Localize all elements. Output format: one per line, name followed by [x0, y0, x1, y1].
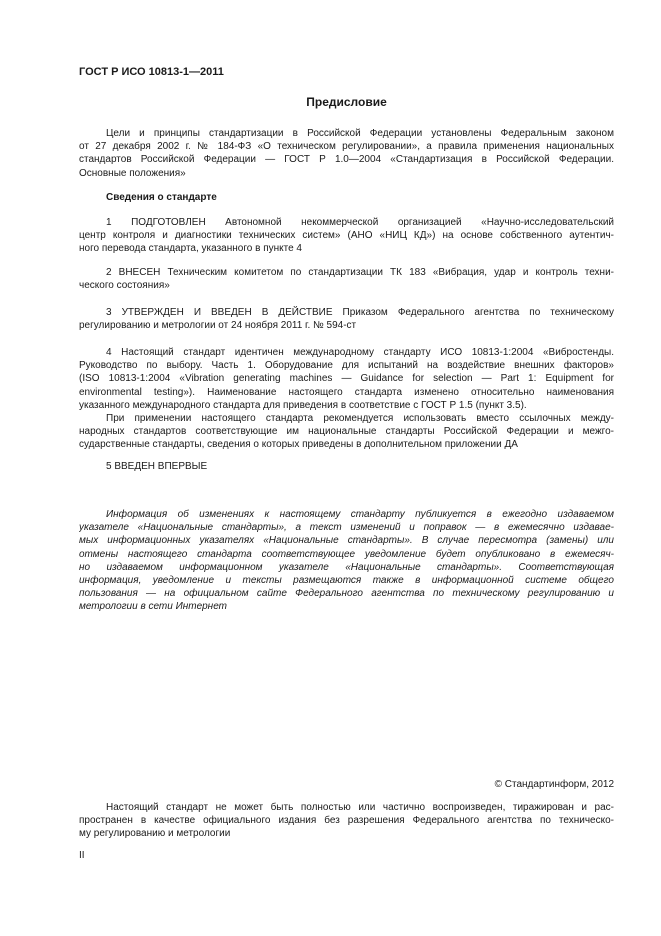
text-line: указанного международного стандарта для приведения в соответствие с ГОСТ Р 1.5 (пункт 3.5). [79, 399, 527, 411]
text-line: Руководство по выбору. Часть 1. Оборудование для испытаний на воздействие внешних факторов» [79, 360, 614, 372]
text-line: регулированию и метрологии от 24 ноября 2011 г. № 594-ст [79, 320, 357, 332]
document-page [79, 0, 614, 936]
intro-paragraph [79, 127, 614, 180]
text-line: 1 ПОДГОТОВЛЕН Автономной некоммерческой организацией «Научно-исследовательский [106, 217, 614, 228]
document-header: ГОСТ Р ИСО 10813-1—2011 [79, 66, 224, 78]
section-heading [79, 191, 614, 204]
text-line: указателе «Национальные стандарты», а текст изменений и поправок — в ежемесячно издавае- [79, 522, 614, 534]
text-line: 3 УТВЕРЖДЕН И ВВЕДЕН В ДЕЙСТВИЕ Приказом Федерального агентства по техническому [106, 307, 614, 318]
text-line: Настоящий стандарт не может быть полностью или частично воспроизведен, тиражирован и рас- [106, 802, 614, 813]
text-line: мых информационных указателях «Национальные стандарты». В случае пересмотра (замены) или [79, 535, 614, 547]
text-line: При применении настоящего стандарта рекомендуется использовать вместо ссылочных между- [106, 413, 614, 425]
text-line: центр контроля и диагностики технических систем» (АНО «НИЦ КД») на основе собственного аутентич- [79, 230, 614, 242]
text-line: Основные положения» [79, 167, 186, 179]
text-line: Сведения о стандарте [106, 192, 217, 203]
text-line: ческого состояния» [79, 280, 170, 292]
notice-paragraph [79, 508, 614, 614]
text-line: (ISO 10813-1:2004 «Vibration generating machines — Guidance for selection — Part 1: Equipment for [79, 373, 614, 385]
text-line: отмены настоящего стандарта соответствующее уведомление будет опубликовано в ежемесяч- [79, 548, 614, 560]
text-line: стандартов Российской Федерации — ГОСТ Р 1.0—2004 «Стандартизация в Российской Федерации. [79, 154, 614, 166]
text-line: сударственные стандарты, сведения о которых приведены в дополнительном приложении ДА [79, 439, 518, 451]
item-1 [79, 216, 614, 256]
text-line: народных стандартов соответствующие им национальные стандарты Российской Федерации и межго- [79, 426, 614, 438]
item-3 [79, 306, 614, 332]
text-line: метрологии в сети Интернет [79, 601, 227, 613]
reproduction-notice [79, 801, 614, 841]
text-line: Цели и принципы стандартизации в Российской Федерации установлены Федеральным законом [106, 128, 614, 139]
item-2 [79, 266, 614, 292]
item-4 [79, 346, 614, 452]
page-number: II [79, 850, 85, 861]
text-line: от 27 декабря 2002 г. № 184-ФЗ «О техническом регулировании», а правила применения национальных [79, 141, 614, 153]
text-line: 2 ВНЕСЕН Техническим комитетом по стандартизации ТК 183 «Вибрация, удар и контроль техни- [106, 267, 614, 278]
text-line: Информация об изменениях к настоящему стандарту публикуется в ежегодно издаваемом [106, 509, 614, 520]
text-line: му регулированию и метрологии [79, 828, 231, 840]
item-5 [79, 460, 614, 473]
text-line: 4 Настоящий стандарт идентичен международному стандарту ИСО 10813-1:2004 «Вибростенды. [106, 347, 614, 358]
text-line: ного перевода стандарта, указанного в пункте 4 [79, 243, 302, 255]
text-line: environmental testing»). Наименование настоящего стандарта изменено относительно наименования [79, 386, 614, 398]
copyright: © Стандартинформ, 2012 [494, 779, 614, 790]
text-line: пользования — на официальном сайте Федерального агентства по техническому регулированию и [79, 588, 614, 600]
page-title: Предисловие [306, 95, 387, 109]
text-line: пространен в качестве официального издания без разрешения Федерального агентства по техническо- [79, 815, 614, 827]
text-line: но издаваемом информационном указателе «Национальные стандарты». Соответствующая [79, 561, 614, 573]
text-line: информация, уведомление и тексты размещаются также в информационной системе общего [79, 575, 614, 587]
text-line: 5 ВВЕДЕН ВПЕРВЫЕ [106, 461, 208, 472]
